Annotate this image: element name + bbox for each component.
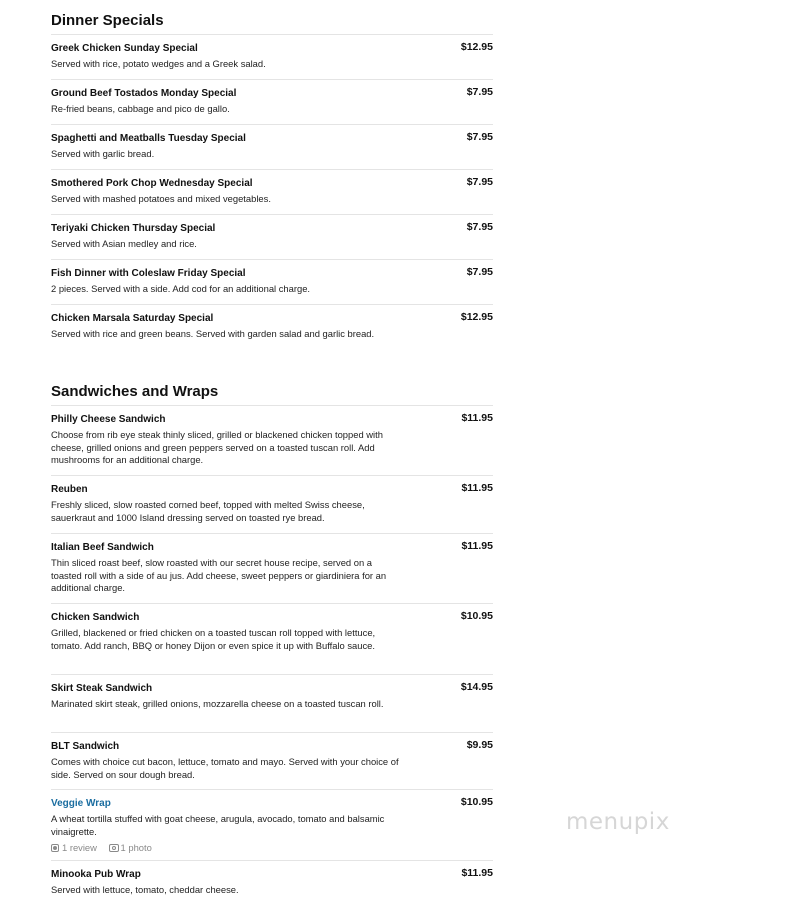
item-meta xyxy=(51,842,161,855)
section-dinner-specials xyxy=(51,11,493,362)
item-price: $14.95 xyxy=(460,681,493,693)
photo-link[interactable] xyxy=(109,842,152,854)
section-sandwiches-and-wraps xyxy=(51,382,493,906)
menu-item xyxy=(51,533,493,603)
item-name: Fish Dinner with Coleslaw Friday Special xyxy=(51,268,246,279)
item-description: Choose from rib eye steak thinly sliced, grilled or blackened chicken topped with cheese, grilled onions and green peppers served on a toasted tuscan roll. Add mushrooms for an additional charge. xyxy=(51,429,383,466)
item-description: Grilled, blackened or fried chicken on a toasted tuscan roll topped with lettuce, tomato. Add ranch, BBQ or honey Dijon or even spice it up with Buffalo sauce. xyxy=(51,627,376,651)
item-name: BLT Sandwich xyxy=(51,741,120,752)
item-price: $12.95 xyxy=(460,41,493,53)
menu-item xyxy=(51,674,493,732)
review-icon xyxy=(51,844,59,852)
item-description: Thin sliced roast beef, slow roasted with our secret house recipe, served on a toasted roll with a side of au jus. Add cheese, sweet peppers or giardiniera for an additional charge. xyxy=(51,557,387,594)
menu-item xyxy=(51,405,493,475)
section-title: Sandwiches and Wraps xyxy=(51,383,219,400)
menu-item xyxy=(51,259,493,304)
item-description: Served with rice and green beans. Served with garden salad and garlic bread. xyxy=(51,328,375,339)
section-title: Dinner Specials xyxy=(51,12,164,29)
item-price: $7.95 xyxy=(466,131,493,143)
review-count: 1 review xyxy=(62,842,97,853)
item-description: Served with rice, potato wedges and a Greek salad. xyxy=(51,58,266,69)
item-name: Chicken Marsala Saturday Special xyxy=(51,313,214,324)
item-price: $7.95 xyxy=(466,266,493,278)
item-price: $11.95 xyxy=(461,482,493,494)
item-description: 2 pieces. Served with a side. Add cod for an additional charge. xyxy=(51,283,311,294)
menu-item xyxy=(51,789,493,860)
item-description: Served with lettuce, tomato, cheddar cheese. xyxy=(51,884,239,895)
item-name-link[interactable]: Veggie Wrap xyxy=(51,798,111,809)
item-name: Skirt Steak Sandwich xyxy=(51,683,153,694)
item-name: Spaghetti and Meatballs Tuesday Special xyxy=(51,133,246,144)
item-name: Smothered Pork Chop Wednesday Special xyxy=(51,178,253,189)
item-description: Comes with choice cut bacon, lettuce, tomato and mayo. Served with your choice of side. Served on sour dough bread. xyxy=(51,756,399,780)
item-name: Philly Cheese Sandwich xyxy=(51,414,166,425)
item-name: Teriyaki Chicken Thursday Special xyxy=(51,223,216,234)
menu-item xyxy=(51,214,493,259)
watermark-logo: menupix xyxy=(566,809,670,835)
menu-item xyxy=(51,860,493,906)
item-price: $9.95 xyxy=(466,739,493,751)
menu-item xyxy=(51,34,493,79)
item-name: Italian Beef Sandwich xyxy=(51,542,154,553)
item-name: Minooka Pub Wrap xyxy=(51,869,141,880)
item-price: $11.95 xyxy=(461,867,493,879)
menu-item xyxy=(51,475,493,533)
item-price: $7.95 xyxy=(466,86,493,98)
item-name: Reuben xyxy=(51,484,88,495)
item-name: Chicken Sandwich xyxy=(51,612,140,623)
item-price: $10.95 xyxy=(460,610,493,622)
item-description: Served with Asian medley and rice. xyxy=(51,238,197,249)
item-description: A wheat tortilla stuffed with goat cheese, arugula, avocado, tomato and balsamic vinaigrette. xyxy=(51,813,385,837)
camera-icon xyxy=(109,844,119,852)
menu-item xyxy=(51,79,493,124)
review-link[interactable] xyxy=(51,842,97,854)
menu-item xyxy=(51,603,493,674)
item-price: $11.95 xyxy=(461,540,493,552)
item-description: Marinated skirt steak, grilled onions, mozzarella cheese on a toasted tuscan roll. xyxy=(51,698,384,709)
item-price: $12.95 xyxy=(460,311,493,323)
menu-item xyxy=(51,304,493,362)
photo-count: 1 photo xyxy=(120,842,152,853)
item-description: Re-fried beans, cabbage and pico de gallo. xyxy=(51,103,230,114)
menu-item xyxy=(51,169,493,214)
item-price: $7.95 xyxy=(466,221,493,233)
menu-item xyxy=(51,124,493,169)
menu xyxy=(51,0,493,906)
menu-item xyxy=(51,732,493,789)
item-price: $7.95 xyxy=(466,176,493,188)
item-price: $11.95 xyxy=(461,412,493,424)
item-name: Greek Chicken Sunday Special xyxy=(51,43,198,54)
item-description: Served with garlic bread. xyxy=(51,148,155,159)
item-price: $10.95 xyxy=(460,796,493,808)
item-description: Freshly sliced, slow roasted corned beef, topped with melted Swiss cheese, sauerkraut and 1000 Island dressing served on toasted rye bread. xyxy=(51,499,365,523)
item-name: Ground Beef Tostados Monday Special xyxy=(51,88,237,99)
item-description: Served with mashed potatoes and mixed vegetables. xyxy=(51,193,271,204)
